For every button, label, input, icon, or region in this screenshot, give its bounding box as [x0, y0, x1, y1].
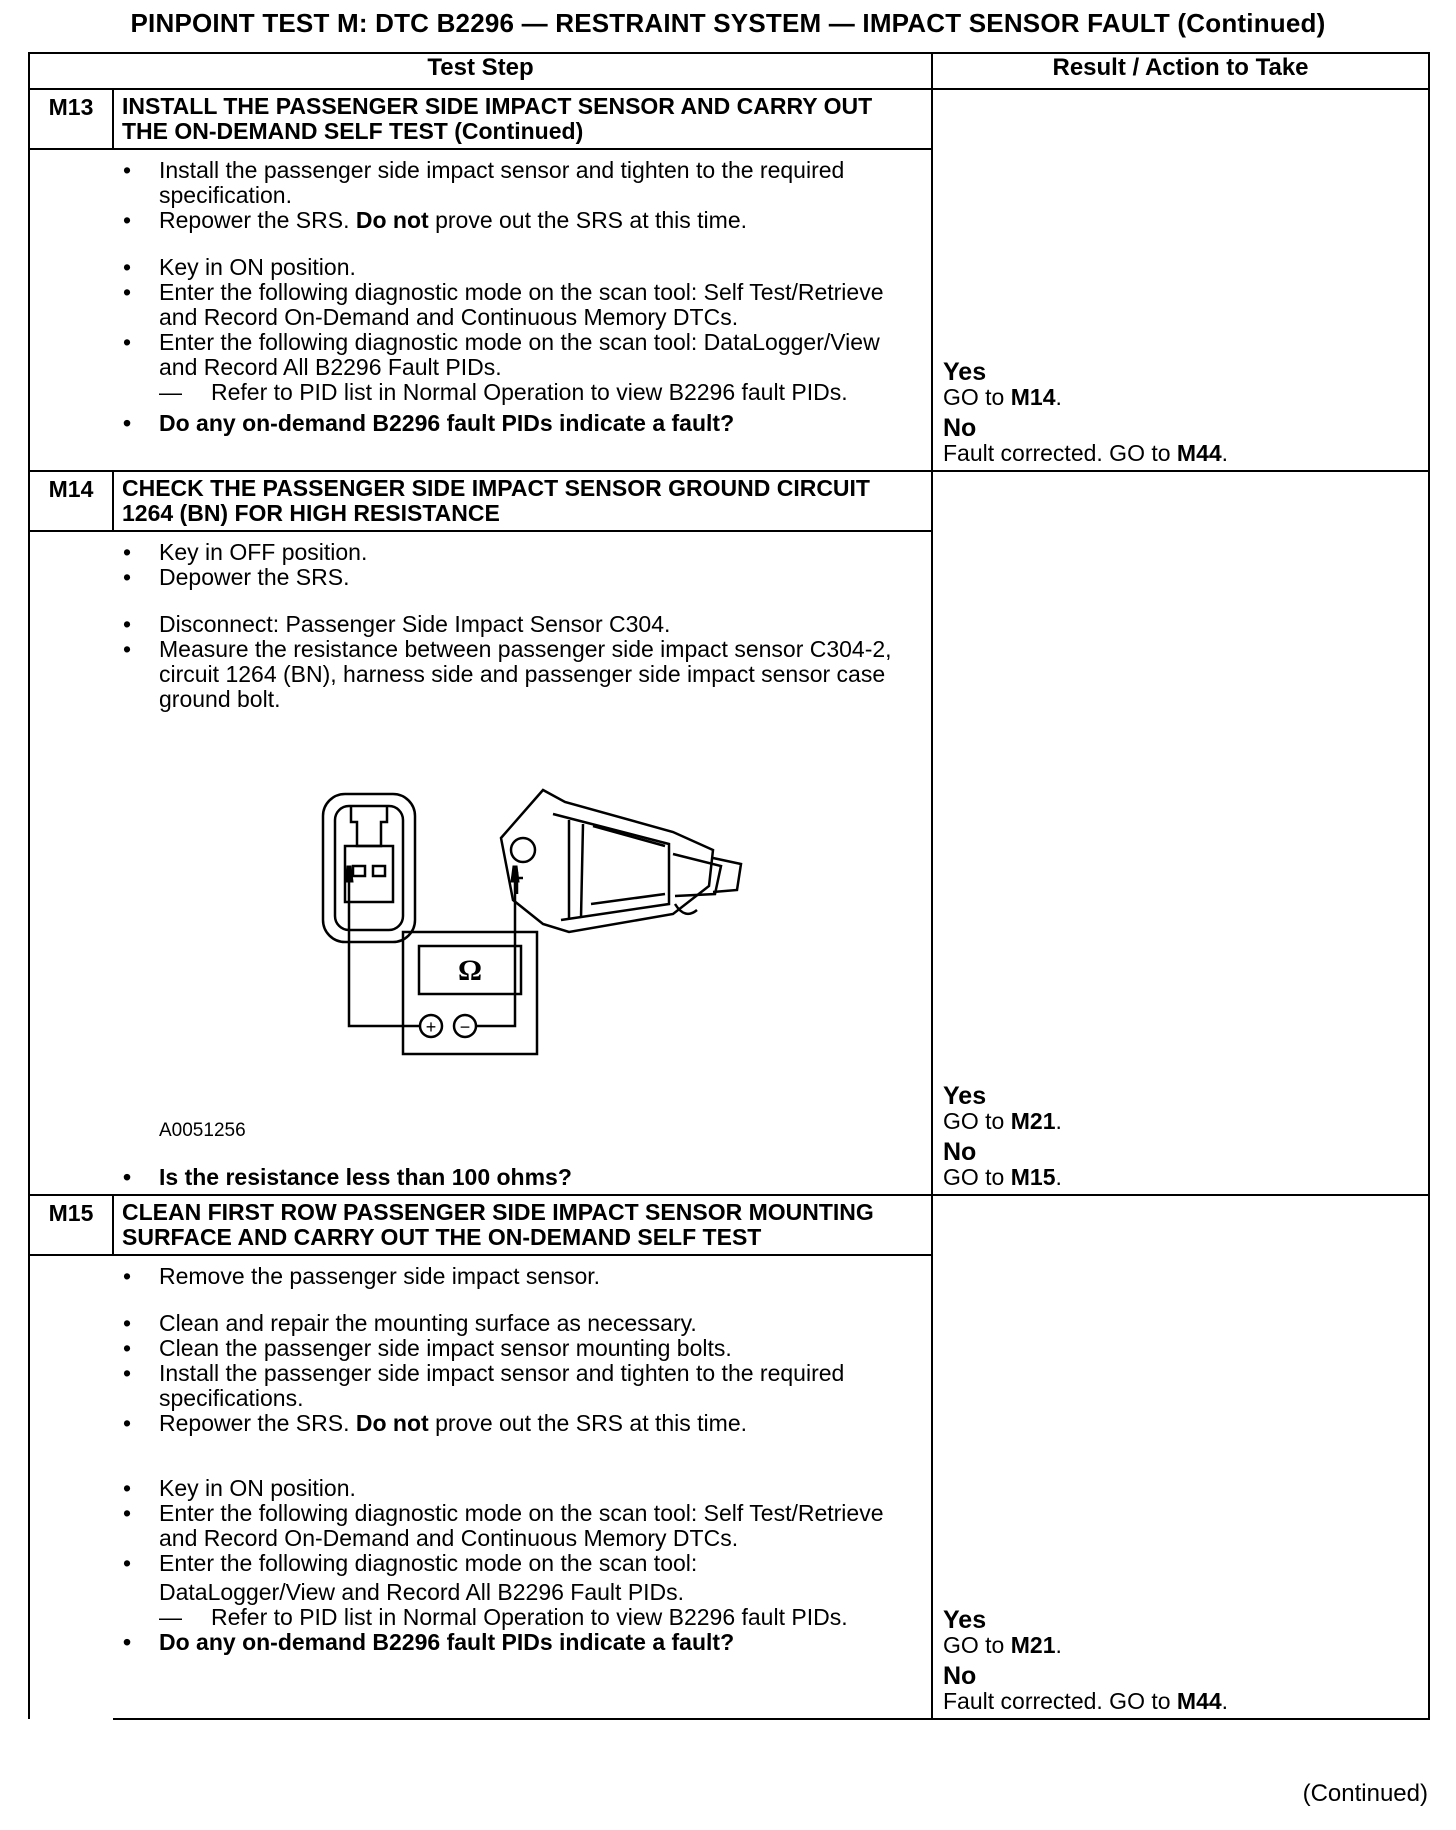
no-action: Fault corrected. GO to M44.	[943, 440, 1229, 466]
step-row-m14	[29, 471, 1429, 531]
step-body-m14	[113, 531, 932, 1195]
list-item: • Key in ON position.	[113, 1476, 923, 1501]
plus-terminal: +	[425, 1017, 437, 1037]
list-item-continuation: DataLogger/View and Record All B2296 Fault PIDs.	[159, 1579, 685, 1605]
step-number-m14: M14	[29, 471, 113, 531]
yes-action: GO to M21.	[943, 1108, 1062, 1134]
step-title-m13: INSTALL THE PASSENGER SIDE IMPACT SENSOR AND CARRY OUT THE ON-DEMAND SELF TEST (Continued)	[113, 89, 932, 149]
step-number-m15: M15	[29, 1195, 113, 1255]
list-item: • Repower the SRS. Do not prove out the SRS at this time.	[113, 1411, 923, 1436]
step-row-m13	[29, 89, 1429, 149]
step-number-m13: M13	[29, 89, 113, 149]
yes-label: Yes	[943, 1606, 987, 1634]
result-m14	[932, 471, 1429, 1195]
step-title-m14: CHECK THE PASSENGER SIDE IMPACT SENSOR GROUND CIRCUIT 1264 (BN) FOR HIGH RESISTANCE	[113, 471, 932, 531]
header-result: Result / Action to Take	[932, 53, 1429, 89]
impact-sensor-icon	[501, 790, 741, 932]
yes-label: Yes	[943, 1082, 987, 1110]
list-item: • Depower the SRS.	[113, 565, 923, 590]
step-row-m15	[29, 1195, 1429, 1255]
ohm-symbol: Ω	[457, 954, 483, 987]
result-m13	[932, 89, 1429, 471]
figure-id: A0051256	[159, 1120, 246, 1141]
test-leads	[349, 882, 515, 1026]
minus-terminal: −	[459, 1017, 471, 1037]
step-number-spacer	[29, 531, 113, 1195]
probe-tips	[345, 866, 519, 882]
step-title-m15: CLEAN FIRST ROW PASSENGER SIDE IMPACT SENSOR MOUNTING SURFACE AND CARRY OUT THE ON-DEMAND SELF TEST	[113, 1195, 932, 1255]
diagram-svg	[113, 754, 833, 1114]
pinpoint-test-table	[28, 52, 1430, 1720]
step-question-m13: • Do any on-demand B2296 fault PIDs indicate a fault?	[113, 411, 923, 436]
table-header-row	[29, 53, 1429, 89]
no-label: No	[943, 414, 977, 442]
list-item: • Disconnect: Passenger Side Impact Sensor C304.	[113, 612, 923, 637]
no-action: Fault corrected. GO to M44.	[943, 1688, 1229, 1714]
step-number-spacer	[29, 1255, 113, 1719]
header-test-step: Test Step	[29, 53, 932, 89]
no-action: GO to M15.	[943, 1164, 1062, 1190]
yes-action: GO to M14.	[943, 384, 1062, 410]
yes-label: Yes	[943, 358, 987, 386]
sub-item: — Refer to PID list in Normal Operation to view B2296 fault PIDs.	[113, 1605, 923, 1630]
list-item: • Measure the resistance between passenger side impact sensor C304-2, circuit 1264 (BN), harness side and passenger side impact sensor case ground bolt.	[113, 637, 923, 712]
list-item: • Enter the following diagnostic mode on the scan tool: DataLogger/View and Record All B2296 Fault PIDs.	[113, 330, 923, 380]
page-title: PINPOINT TEST M: DTC B2296 — RESTRAINT SYSTEM — IMPACT SENSOR FAULT (Continued)	[130, 8, 1326, 38]
list-item: • Key in OFF position.	[113, 540, 923, 565]
continued-footer: (Continued)	[1302, 1780, 1428, 1807]
connector-c304-icon	[323, 794, 415, 942]
step-number-spacer	[29, 149, 113, 471]
list-item: • Install the passenger side impact sensor and tighten to the required specification.	[113, 158, 923, 208]
step-question-m14: • Is the resistance less than 100 ohms?	[113, 1165, 923, 1190]
list-item: • Install the passenger side impact sensor and tighten to the required specifications.	[113, 1361, 923, 1411]
result-m15	[932, 1195, 1429, 1719]
list-item: • Repower the SRS. Do not prove out the SRS at this time.	[113, 208, 923, 233]
list-item: • Remove the passenger side impact sensor.	[113, 1264, 923, 1289]
step-body-m15	[113, 1255, 932, 1719]
step-body-m13	[113, 149, 932, 471]
no-label: No	[943, 1662, 977, 1690]
resistance-measurement-diagram	[113, 754, 833, 1114]
list-item: • Clean and repair the mounting surface as necessary.	[113, 1311, 923, 1336]
list-item: • Enter the following diagnostic mode on the scan tool: Self Test/Retrieve and Record On-Demand and Continuous Memory DTCs.	[113, 1501, 923, 1551]
list-item: • Enter the following diagnostic mode on the scan tool: Self Test/Retrieve and Record On-Demand and Continuous Memory DTCs.	[113, 280, 923, 330]
list-item: • Enter the following diagnostic mode on the scan tool:	[113, 1551, 923, 1576]
sub-item: — Refer to PID list in Normal Operation to view B2296 fault PIDs.	[113, 380, 923, 405]
yes-action: GO to M21.	[943, 1632, 1062, 1658]
step-question-m15: • Do any on-demand B2296 fault PIDs indicate a fault?	[113, 1630, 923, 1655]
no-label: No	[943, 1138, 977, 1166]
list-item: • Key in ON position.	[113, 255, 923, 280]
list-item: • Clean the passenger side impact sensor mounting bolts.	[113, 1336, 923, 1361]
